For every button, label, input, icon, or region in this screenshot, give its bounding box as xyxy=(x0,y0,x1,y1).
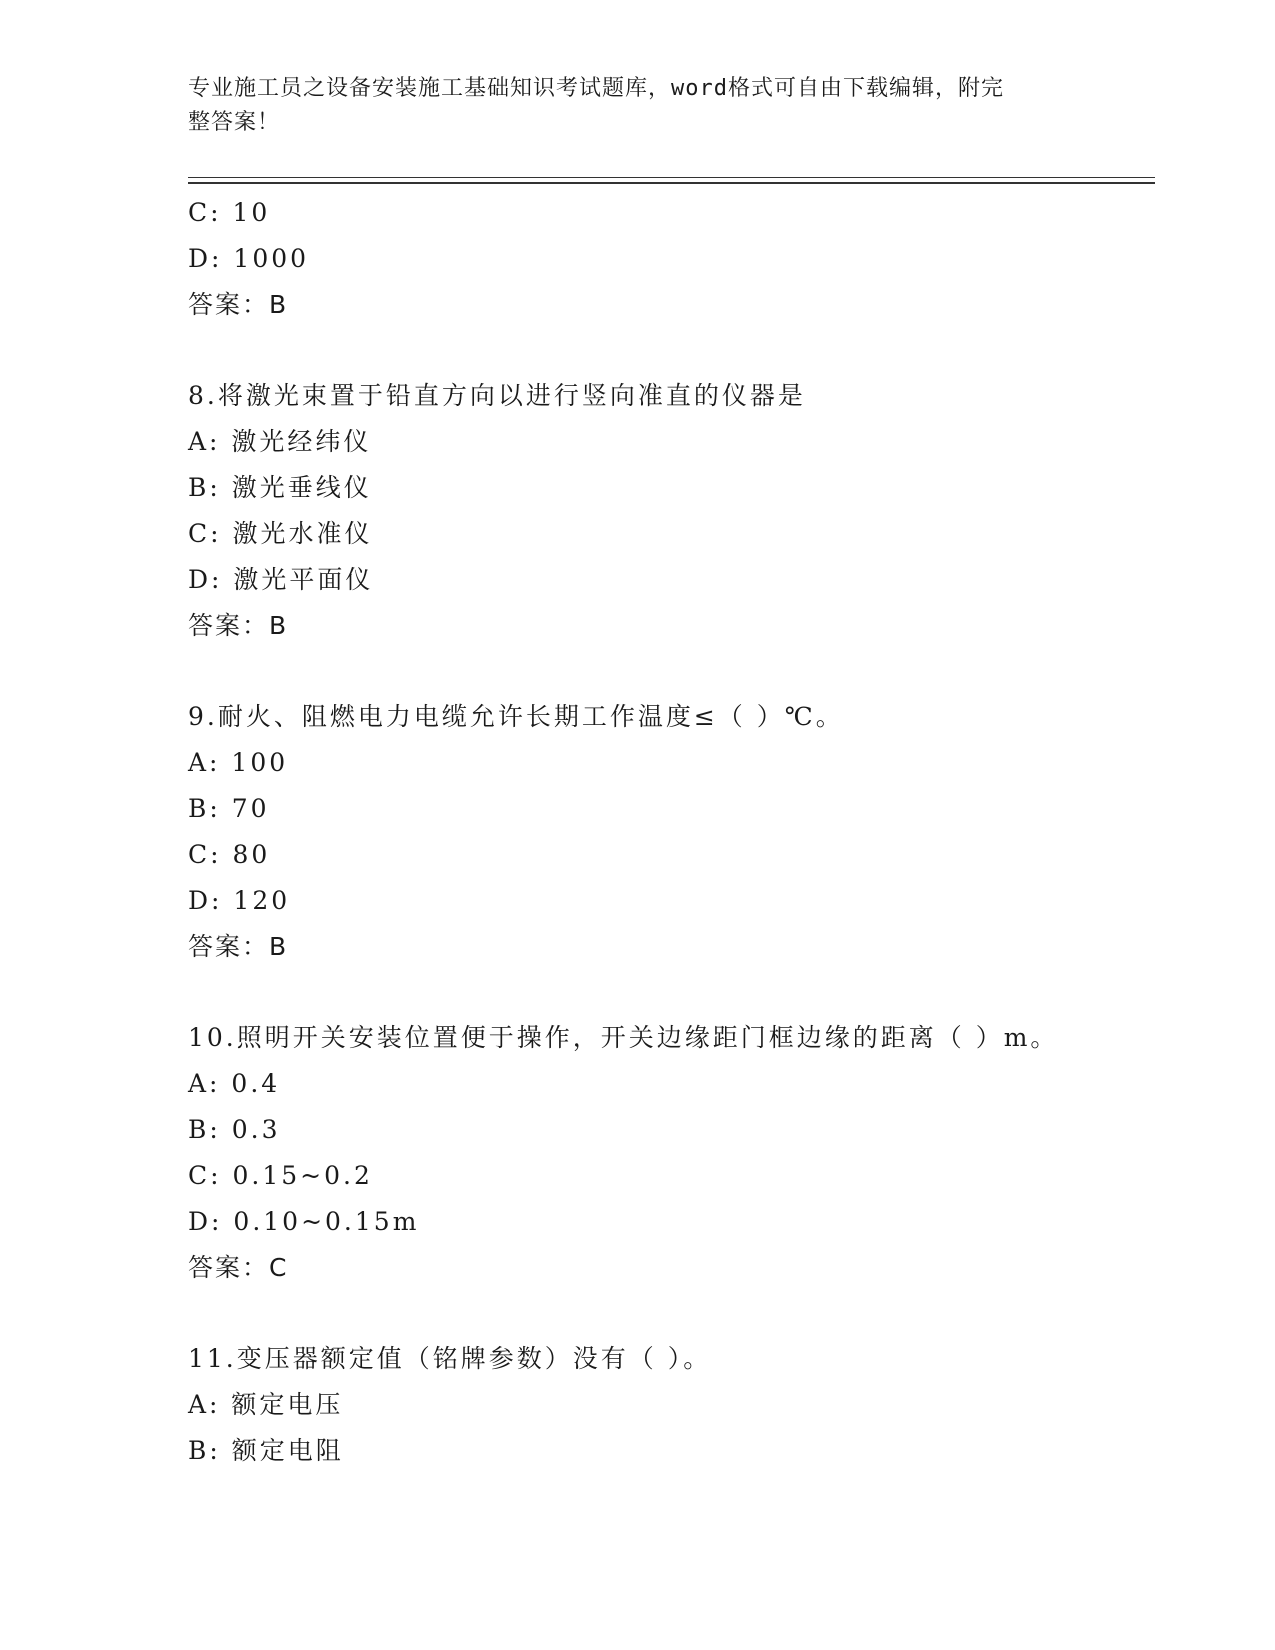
header-rule-thin xyxy=(188,177,1155,178)
option-c: C: 0.15~0.2 xyxy=(188,1161,373,1190)
document-header xyxy=(188,72,1068,140)
question-text: 9.耐火、阻燃电力电缆允许长期工作温度≤（ ）℃。 xyxy=(188,702,844,731)
header-line-1: 专业施工员之设备安装施工基础知识考试题库，word格式可自由下载编辑，附完 xyxy=(188,76,1004,101)
option-d: D: 激光平面仪 xyxy=(188,565,374,594)
question-text: 11.变压器额定值（铭牌参数）没有（ ）。 xyxy=(188,1344,712,1373)
option-c: C: 80 xyxy=(188,840,271,869)
question-list xyxy=(188,190,1148,1474)
option-d: D: 0.10~0.15m xyxy=(188,1207,420,1236)
header-line-2: 整答案！ xyxy=(188,110,281,135)
answer-line: 答案：B xyxy=(188,932,289,961)
option-d: D: 1000 xyxy=(188,244,310,273)
question-block-9 xyxy=(188,694,1148,970)
question-block-8 xyxy=(188,373,1148,649)
option-b: B: 激光垂线仪 xyxy=(188,473,372,502)
option-a: A: 额定电压 xyxy=(188,1390,344,1419)
question-block-7 xyxy=(188,190,1148,328)
option-c: C: 10 xyxy=(188,198,271,227)
option-d: D: 120 xyxy=(188,886,291,915)
option-a: A: 0.4 xyxy=(188,1069,281,1098)
option-a: A: 100 xyxy=(188,748,289,777)
question-block-11 xyxy=(188,1336,1148,1474)
answer-line: 答案：C xyxy=(188,1253,289,1282)
option-c: C: 激光水准仪 xyxy=(188,519,373,548)
question-text: 8.将激光束置于铅直方向以进行竖向准直的仪器是 xyxy=(188,381,806,410)
option-b: B: 0.3 xyxy=(188,1115,281,1144)
option-b: B: 70 xyxy=(188,794,270,823)
option-a: A: 激光经纬仪 xyxy=(188,427,372,456)
header-rule-thick xyxy=(188,182,1155,184)
question-block-10 xyxy=(188,1015,1148,1291)
question-text: 10.照明开关安装位置便于操作，开关边缘距门框边缘的距离（ ）m。 xyxy=(188,1023,1059,1052)
answer-line: 答案：B xyxy=(188,611,289,640)
answer-line: 答案：B xyxy=(188,290,289,319)
option-b: B: 额定电阻 xyxy=(188,1436,344,1465)
